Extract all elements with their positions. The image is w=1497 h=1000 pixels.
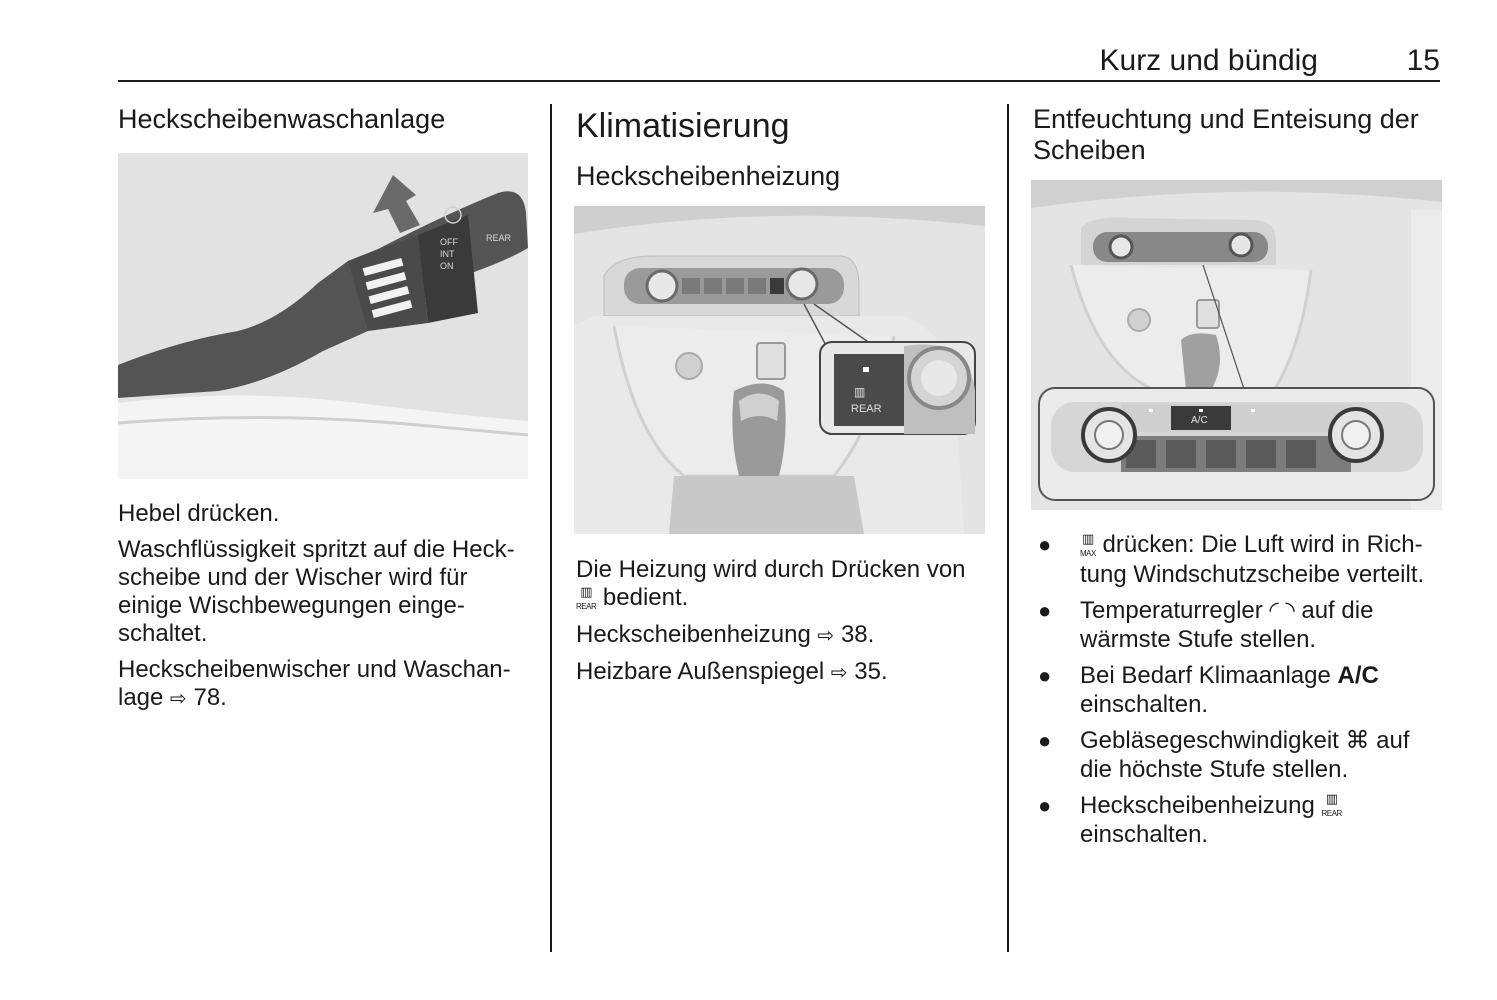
section-title: Kurz und bündig	[1099, 44, 1318, 77]
wiper-stalk-illustration	[118, 153, 528, 479]
page-ref-link[interactable]: 38.	[840, 620, 875, 648]
para-washer-fluid-l1: Waschflüssigkeit spritzt auf die Heck-	[118, 536, 515, 563]
bullet-icon: ●	[1038, 597, 1052, 623]
rear-defrost-icon: ▥ REAR	[1321, 791, 1342, 819]
stalk-label-off: OFF	[440, 237, 458, 247]
page-ref-arrow-icon: ⇨	[170, 688, 187, 710]
stalk-label-rear: REAR	[486, 233, 512, 243]
column-2-text	[576, 556, 991, 687]
list-item: ● Heckscheibenheizung ▥ REAR einschalten.	[1038, 791, 1342, 849]
column-3-text	[1033, 530, 1453, 856]
para-ref-washer-l2: lage ⇨ 78.	[118, 684, 227, 711]
climate-panel-overview-illustration	[1031, 180, 1442, 510]
bullet-icon: ●	[1038, 792, 1052, 818]
defog-steps-list	[1033, 530, 1453, 849]
max-defrost-icon: ▥ MAX	[1080, 530, 1096, 558]
rear-defrost-icon: ▥ REAR	[576, 583, 597, 611]
para-ref-washer-l1: Heckscheibenwischer und Waschan-	[118, 656, 511, 683]
list-item: ● Temperaturregler ◜ ◝ auf die wärmste Stufe stellen.	[1038, 596, 1374, 653]
column-3	[1033, 104, 1448, 166]
bullet-icon: ●	[1038, 727, 1052, 753]
fan-icon: ⌘	[1345, 726, 1370, 754]
panel-ac-label: A/C	[1191, 415, 1208, 426]
heading-rear-washer: Heckscheibenwaschanlage	[118, 104, 446, 134]
page-number: 15	[1406, 44, 1440, 77]
stalk-label-int: INT	[440, 249, 455, 259]
column-divider	[550, 104, 552, 952]
heading-defog-l2: Scheiben	[1033, 135, 1146, 165]
wiper-stalk-figure	[118, 153, 528, 479]
ac-label: A/C	[1337, 661, 1379, 689]
para-washer-fluid-l3: einige Wischbewegungen einge-	[118, 592, 465, 619]
page-ref-arrow-icon: ⇨	[817, 624, 835, 647]
list-item: ● ▥ MAX drücken: Die Luft wird in Rich- tung Windschutzscheibe verteilt.	[1038, 530, 1425, 588]
ref-rear-heater: Heckscheibenheizung ⇨ 38.	[576, 620, 875, 648]
para-heater-l2: ▥ REAR bedient.	[576, 583, 689, 611]
title-climate: Klimatisierung	[576, 107, 790, 145]
list-item: ● Bei Bedarf Klimaanlage A/C einschalten.	[1038, 661, 1379, 718]
page-ref-link[interactable]: 35.	[854, 657, 888, 685]
heading-defog-l1: Entfeuchtung und Enteisung der	[1033, 104, 1419, 134]
column-divider	[1007, 104, 1009, 952]
svg-text:▥: ▥	[854, 385, 866, 399]
callout-rear-label: REAR	[851, 403, 882, 415]
bullet-icon: ●	[1038, 532, 1052, 557]
list-item: ● Gebläsegeschwindigkeit ⌘ auf die höchste Stufe stellen.	[1038, 726, 1410, 783]
page-header	[118, 40, 1440, 82]
defog-figure	[1031, 180, 1442, 510]
column-2	[576, 104, 991, 192]
column-1	[118, 100, 533, 135]
ref-heated-mirrors: Heizbare Außenspiegel ⇨ 35.	[576, 657, 888, 685]
para-washer-fluid-l4: schaltet.	[118, 620, 208, 647]
rear-heater-figure	[574, 206, 985, 534]
para-washer-fluid-l2: scheibe und der Wischer wird für	[118, 564, 468, 591]
page-ref-link[interactable]: 78.	[193, 684, 227, 711]
para-heater-l1: Die Heizung wird durch Drücken von	[576, 556, 966, 583]
para-press-lever: Hebel drücken.	[118, 500, 280, 527]
temperature-icon: ◜ ◝	[1269, 596, 1295, 624]
bullet-icon: ●	[1038, 662, 1052, 688]
page-ref-arrow-icon: ⇨	[830, 661, 848, 684]
subtitle-rear-heater: Heckscheibenheizung	[576, 161, 841, 191]
column-1-text	[118, 500, 533, 713]
climate-panel-rear-defrost-illustration	[574, 206, 985, 534]
stalk-label-on: ON	[440, 261, 454, 271]
